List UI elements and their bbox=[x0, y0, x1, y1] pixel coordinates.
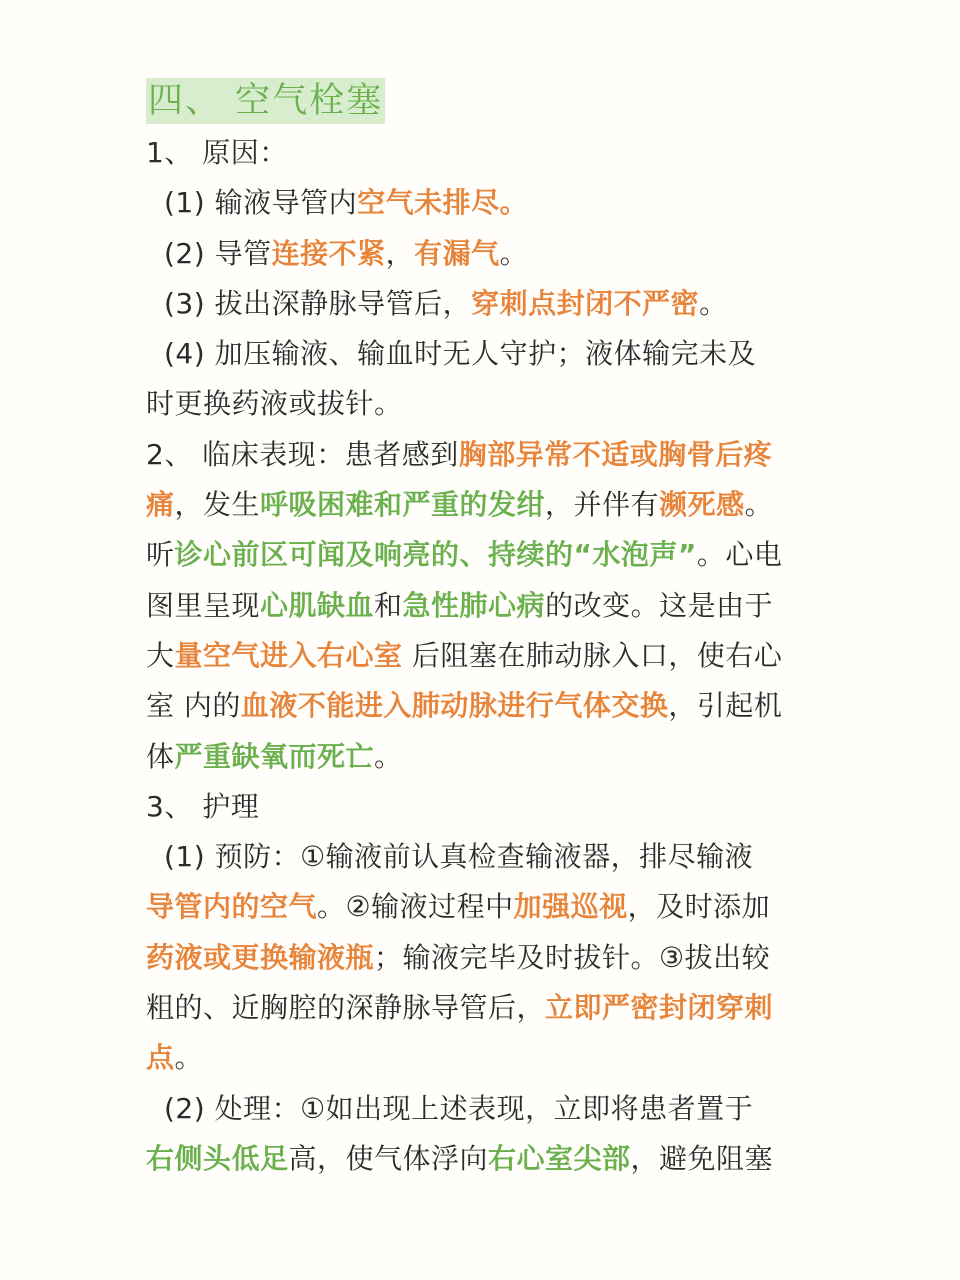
highlight-green: 诊心前区可闻及响亮的、持续的“水泡声” bbox=[174, 538, 697, 572]
text-run: 高，使气体浮向 bbox=[288, 1141, 489, 1175]
text-run: ，并伴有 bbox=[545, 488, 660, 522]
text-line bbox=[146, 1084, 816, 1134]
text-line bbox=[146, 430, 816, 480]
text-line bbox=[146, 732, 816, 782]
text-line bbox=[146, 832, 816, 882]
text-run: ；输液完毕及时拔针。③拔出较 bbox=[374, 940, 771, 974]
text-line bbox=[146, 128, 816, 178]
text-run: 时更换药液或拔针。 bbox=[146, 387, 403, 421]
text-line bbox=[146, 379, 816, 429]
text-run: 听 bbox=[146, 538, 175, 572]
text-run: 体 bbox=[146, 739, 175, 773]
text-run: (1) 输液导管内 bbox=[164, 186, 358, 220]
highlight-orange: 量空气进入右心室 bbox=[174, 638, 403, 672]
text-run: ，引起机 bbox=[668, 689, 783, 723]
text-run: (3) 拔出深静脉导管后， bbox=[164, 286, 472, 320]
highlight-green: 严重缺氧而死亡 bbox=[174, 739, 375, 773]
text-run: 。 bbox=[499, 236, 529, 270]
text-run: ，发生 bbox=[174, 488, 261, 522]
text-line bbox=[146, 581, 816, 631]
text-line bbox=[146, 882, 816, 932]
highlight-orange: 血液不能进入肺动脉进行气体交换 bbox=[240, 689, 669, 723]
text-run: 2、 临床表现：患者感到 bbox=[146, 437, 459, 471]
text-run: 粗的、近胸腔的深静脉导管后， bbox=[146, 991, 546, 1025]
text-line bbox=[146, 933, 816, 983]
text-line bbox=[146, 631, 816, 681]
text-run: (2) 处理：①如出现上述表现，立即将患者置于 bbox=[164, 1091, 754, 1125]
text-run: 室 内的 bbox=[146, 689, 241, 723]
highlight-orange: 濒死感 bbox=[659, 488, 745, 522]
text-line bbox=[146, 1033, 816, 1083]
text-run: (2) 导管 bbox=[164, 236, 272, 270]
text-run: ，避免阻塞 bbox=[630, 1141, 774, 1175]
highlight-orange: 连接不紧 bbox=[271, 236, 386, 270]
text-run: ，及时添加 bbox=[627, 890, 771, 924]
text-line bbox=[146, 329, 816, 379]
text-line bbox=[146, 1134, 816, 1184]
highlight-orange: 点 bbox=[146, 1041, 175, 1075]
text-run: 。 bbox=[174, 1041, 204, 1075]
text-run: 1、 原因： bbox=[146, 136, 288, 169]
highlight-orange: 穿刺点封闭不严密 bbox=[471, 286, 700, 320]
text-line bbox=[146, 782, 816, 832]
highlight-green: 右侧头低足 bbox=[146, 1141, 289, 1175]
highlight-orange: 痛 bbox=[146, 488, 175, 522]
text-line bbox=[146, 178, 816, 228]
text-run: ， bbox=[385, 236, 415, 270]
text-line bbox=[146, 480, 816, 530]
text-run: 。 bbox=[744, 488, 774, 522]
highlight-green: 呼吸困难和严重的发绀 bbox=[260, 488, 546, 522]
text-run: 。 bbox=[374, 739, 403, 773]
highlight-orange: 导管内的空气 bbox=[146, 890, 318, 924]
text-run: (1) 预防：①输液前认真检查输液器，排尽输液 bbox=[164, 840, 754, 874]
text-line bbox=[146, 530, 816, 580]
text-line bbox=[146, 681, 816, 731]
highlight-orange: 胸部异常不适或胸骨后疼 bbox=[458, 437, 773, 471]
text-run: 图里呈现 bbox=[146, 588, 261, 622]
highlight-orange: 加强巡视 bbox=[513, 890, 628, 924]
text-run: 3、 护理 bbox=[146, 789, 260, 823]
text-run: (4) 加压输液、输血时无人守护；液体输完未及 bbox=[164, 337, 757, 371]
highlight-green: 心肌缺血 bbox=[260, 588, 375, 622]
highlight-orange: 有漏气 bbox=[414, 236, 500, 270]
section-title: 四、 空气栓塞 bbox=[146, 78, 385, 124]
text-line bbox=[146, 279, 816, 329]
text-run: 和 bbox=[374, 588, 403, 622]
text-line bbox=[146, 983, 816, 1033]
highlight-orange: 药液或更换输液瓶 bbox=[146, 940, 375, 974]
document-body bbox=[146, 78, 816, 1184]
text-run: 。 bbox=[699, 286, 728, 320]
highlight-green: 急性肺心病 bbox=[402, 588, 546, 622]
highlight-orange: 立即严密封闭穿刺 bbox=[545, 991, 774, 1025]
text-line bbox=[146, 229, 816, 279]
highlight-green: 右心室尖部 bbox=[488, 1141, 631, 1175]
text-run: 。心电 bbox=[696, 538, 783, 572]
text-run: 后阻塞在肺动脉入口，使右心 bbox=[402, 638, 783, 672]
text-run: 大 bbox=[146, 638, 175, 672]
text-run: 的改变。这是由于 bbox=[545, 588, 774, 622]
paragraph-lines bbox=[146, 128, 816, 1184]
highlight-orange: 空气未排尽。 bbox=[357, 186, 529, 220]
text-run: 。②输液过程中 bbox=[317, 890, 514, 924]
